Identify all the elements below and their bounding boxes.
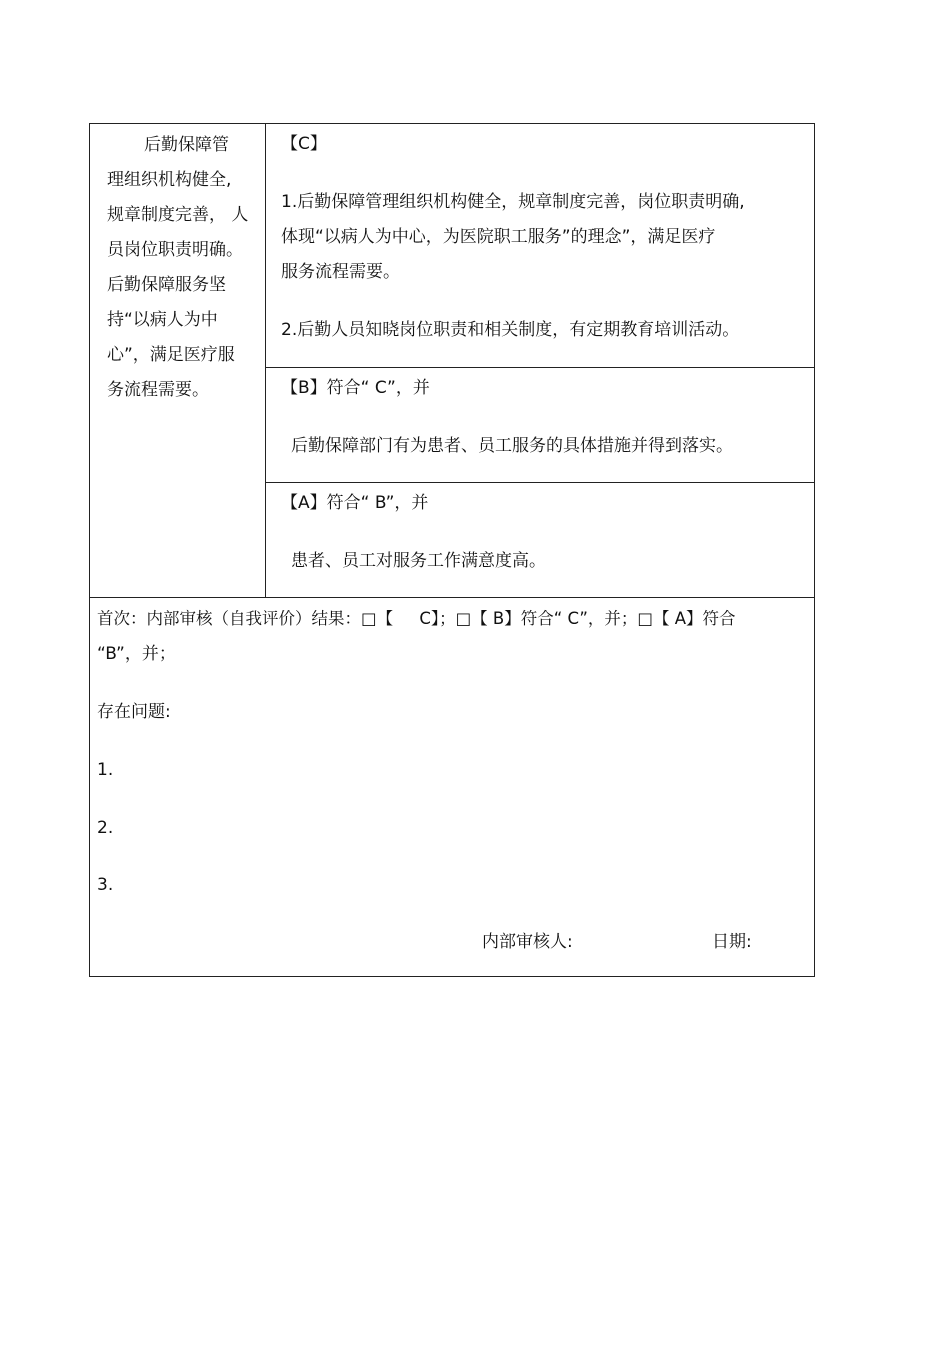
standard-line: 后勤保障服务坚 xyxy=(107,275,226,295)
auditor-label: 内部审核人: xyxy=(482,932,573,952)
level-c-item2: 2.后勤人员知晓岗位职责和相关制度，有定期教育培训活动。 xyxy=(281,320,740,340)
standard-line: 员岗位职责明确。 xyxy=(107,240,243,260)
level-c-item1-line: 体现“以病人为中心，为医院职工服务”的理念”，满足医疗 xyxy=(281,227,716,247)
level-c-heading: 【C】 xyxy=(281,134,327,154)
level-b-text: 后勤保障部门有为患者、员工服务的具体措施并得到落实。 xyxy=(291,436,733,456)
row-divider-review xyxy=(90,597,814,598)
column-divider xyxy=(265,124,266,597)
issue-item: 3. xyxy=(97,875,114,895)
review-result-line: 首次：内部审核（自我评价）结果：□【 C】；□【 B】符合“ C”，并；□【 A】符合 xyxy=(97,609,736,628)
level-b-heading: 【B】符合“ C”，并 xyxy=(281,378,430,398)
issues-label: 存在问题: xyxy=(97,702,171,722)
standard-line: 持“以病人为中 xyxy=(107,310,218,330)
standard-line: 后勤保障管 xyxy=(144,135,229,155)
standard-line: 务流程需要。 xyxy=(107,380,209,400)
level-a-text: 患者、员工对服务工作满意度高。 xyxy=(291,551,546,571)
standard-line: 心”，满足医疗服 xyxy=(107,345,235,365)
row-divider-c-b xyxy=(265,367,814,368)
level-a-heading: 【A】符合“ B”，并 xyxy=(281,493,429,513)
review-result-line: “B”，并； xyxy=(97,644,176,664)
date-label: 日期: xyxy=(712,932,752,952)
row-divider-b-a xyxy=(265,482,814,483)
issue-item: 1. xyxy=(97,760,114,780)
issue-item: 2. xyxy=(97,818,114,838)
level-c-item1-line: 服务流程需要。 xyxy=(281,262,400,282)
standard-line: 理组织机构健全, xyxy=(107,170,232,190)
standard-line: 规章制度完善， 人 xyxy=(107,205,249,225)
level-c-item1-line: 1.后勤保障管理组织机构健全，规章制度完善，岗位职责明确, xyxy=(281,192,745,212)
